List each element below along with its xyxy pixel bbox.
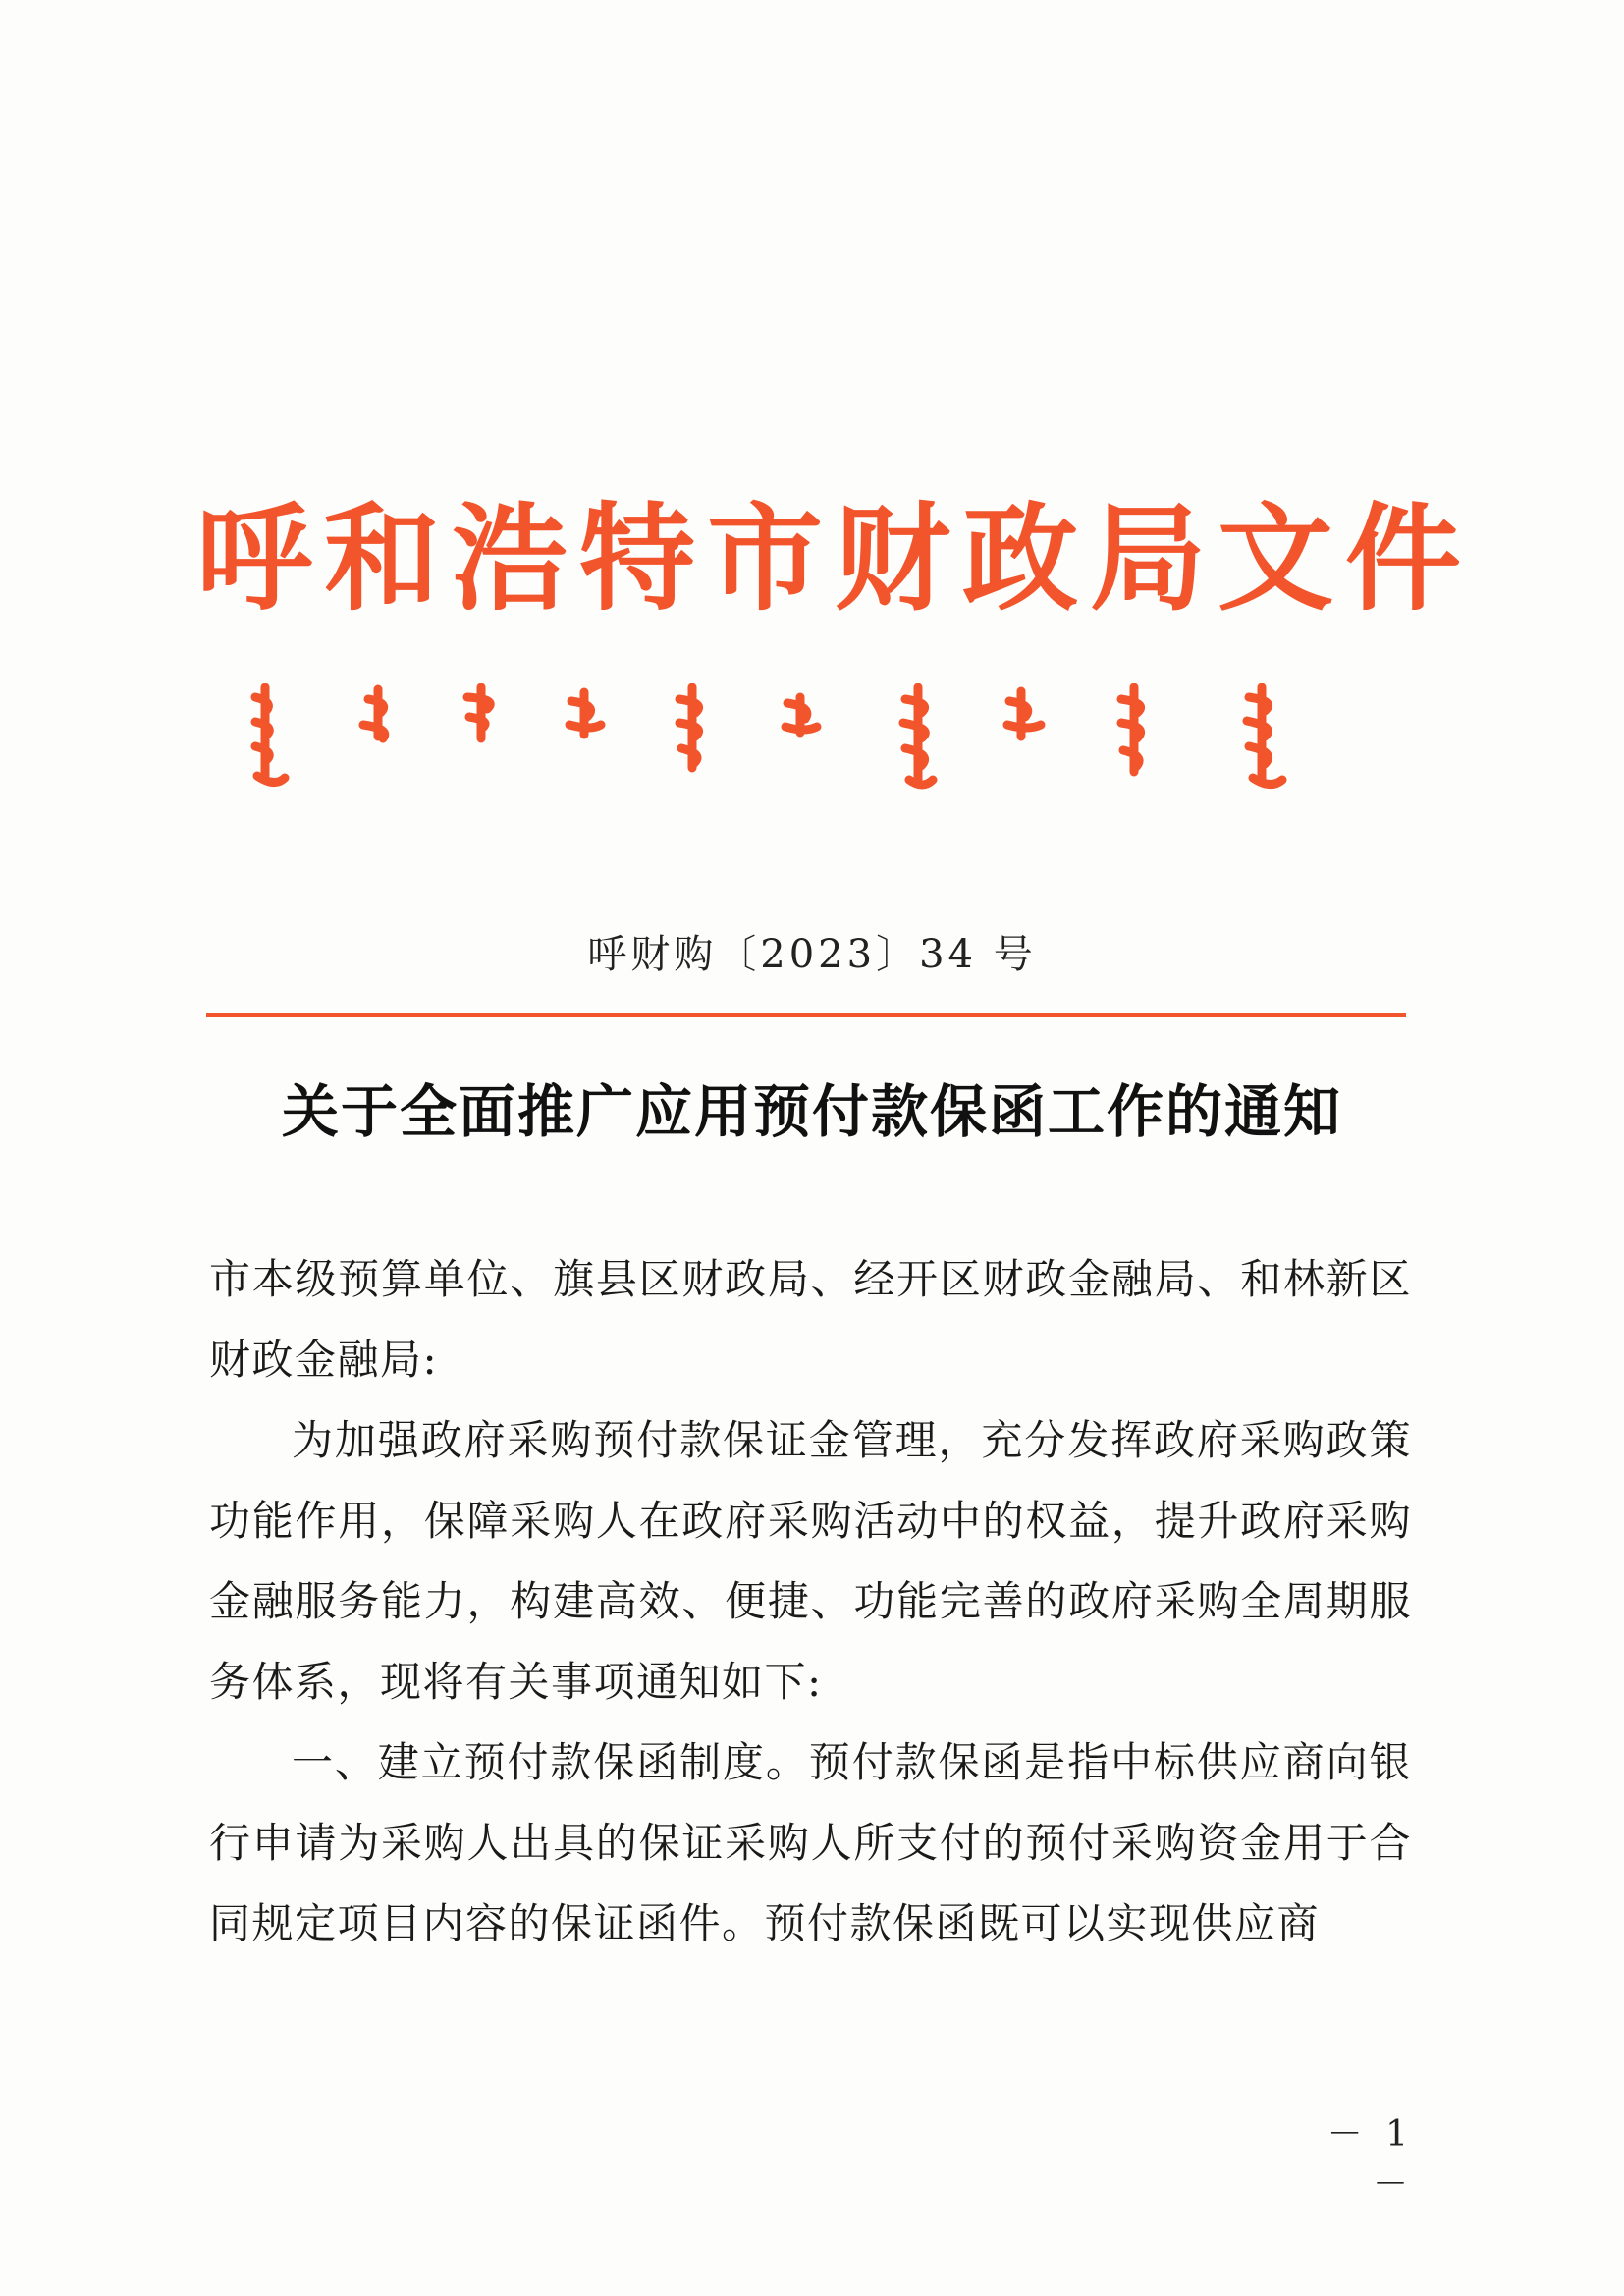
notice-title: 关于全面推广应用预付款保函工作的通知 [281, 1078, 1342, 1145]
paragraph-intro: 为加强政府采购预付款保证金管理，充分发挥政府采购政策功能作用，保障采购人在政府采购活动中的权益，提升政府采购金融服务能力，构建高效、便捷、功能完善的政府采购全周期服务体系，现将有关事项通知如下: [209, 1416, 1412, 1706]
document-number: 呼财购〔2023〕34 号 [587, 932, 1037, 977]
notice-body [209, 1239, 1412, 1964]
red-divider-line [206, 1013, 1406, 1017]
issuer-masthead: 呼和浩特市财政局文件 [196, 491, 1474, 627]
mongolian-script-graphic [245, 678, 1375, 795]
paragraph-section-one: 一、建立预付款保函制度。预付款保函是指中标供应商向银行申请为采购人出具的保证采购人所支付的预付采购资金用于合同规定项目内容的保证函件。预付款保函既可以实现供应商 [209, 1738, 1412, 1947]
mongolian-masthead [245, 678, 1375, 795]
page-number: － 1 － [1326, 2114, 1414, 2205]
recipients-line: 市本级预算单位、旗县区财政局、经开区财政金融局、和林新区财政金融局: [209, 1255, 1412, 1384]
